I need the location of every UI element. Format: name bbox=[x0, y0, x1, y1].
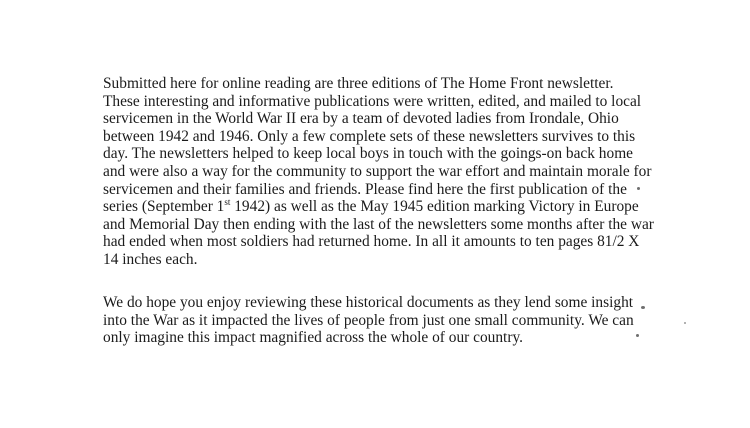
scan-speck bbox=[641, 306, 645, 309]
text-line: We do hope you enjoy reviewing these historical documents as they lend some insight bbox=[103, 294, 634, 311]
scan-speck bbox=[684, 322, 686, 324]
text-line: These interesting and informative publications were written, edited, and mailed to local bbox=[103, 92, 642, 110]
text-line: had ended when most soldiers had returned home. In all it amounts to ten pages 81/2 X bbox=[103, 233, 640, 251]
ordinal-superscript: st bbox=[224, 197, 231, 208]
text-line: day. The newsletters helped to keep local boys in touch with the goings-on back home bbox=[103, 145, 633, 163]
text-line: 14 inches each. bbox=[103, 250, 198, 268]
scan-speck bbox=[636, 334, 639, 337]
paragraph-intro bbox=[103, 75, 654, 269]
line-segment: 1942) as well as the May 1945 edition marking Victory in Europe bbox=[230, 198, 639, 216]
text-line: Submitted here for online reading are three editions of The Home Front newsletter. bbox=[103, 75, 614, 92]
paragraph-closing bbox=[103, 294, 634, 347]
text-line: and Memorial Day then ending with the last of the newsletters some months after the war bbox=[103, 215, 654, 233]
scan-speck bbox=[637, 187, 640, 190]
text-line: into the War as it impacted the lives of people from just one small community. We can bbox=[103, 311, 634, 329]
text-line: between 1942 and 1946. Only a few complete sets of these newsletters survives to this bbox=[103, 127, 636, 145]
text-line: and were also a way for the community to support the war effort and maintain morale for bbox=[103, 162, 652, 180]
text-line-with-superscript bbox=[103, 198, 654, 216]
text-line: only imagine this impact magnified across the whole of our country. bbox=[103, 329, 524, 347]
text-line: servicemen in the World War II era by a team of devoted ladies from Irondale, Ohio bbox=[103, 110, 619, 128]
text-line: servicemen and their families and friends. Please find here the first publication of the bbox=[103, 180, 627, 198]
line-segment: series (September 1 bbox=[103, 198, 225, 216]
